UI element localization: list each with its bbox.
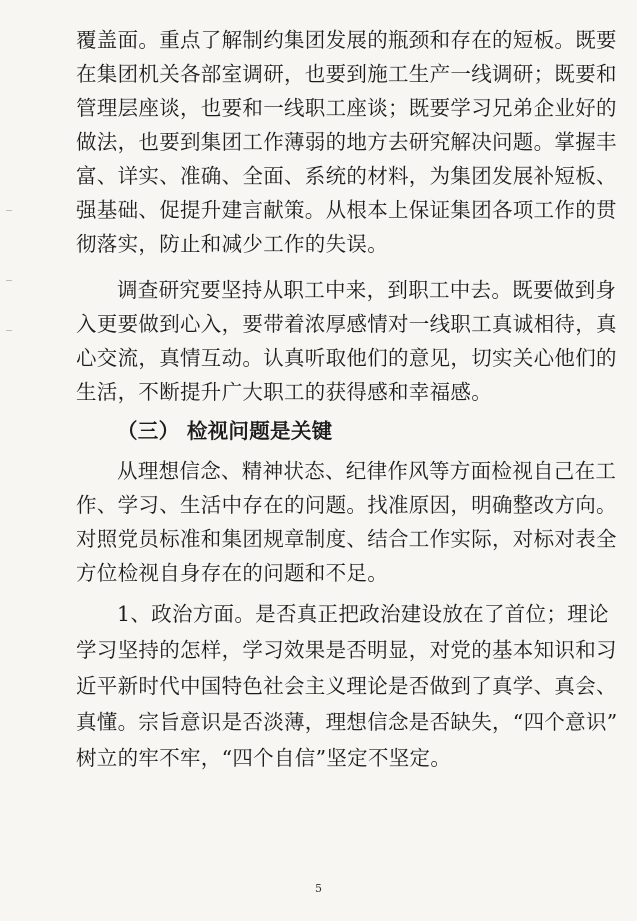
text-line: 覆盖面。重点了解制约集团发展的瓶颈和存在的短板。既要 xyxy=(76,28,617,52)
text-line: 强基础、促提升建言献策。从根本上保证集团各项工作的贯 xyxy=(76,198,617,222)
scan-artifact xyxy=(6,330,12,331)
text-line: 管理层座谈，也要和一线职工座谈；既要学习兄弟企业好的 xyxy=(76,96,617,120)
text-line: 对照党员标准和集团规章制度、结合工作实际，对标对表全 xyxy=(76,527,617,551)
paragraph-first-line: 调查研究要坚持从职工中来，到职工中去。既要做到身 xyxy=(117,278,617,302)
text-line: 近平新时代中国特色社会主义理论是否做到了真学、真会、 xyxy=(76,674,617,698)
text-line: 彻落实，防止和减少工作的失误。 xyxy=(76,232,388,256)
paragraph-first-line: 从理想信念、精神状态、纪律作风等方面检视自己在工 xyxy=(117,459,617,483)
section-heading: （三） 检视问题是关键 xyxy=(117,419,333,443)
scan-artifact xyxy=(6,280,12,281)
text-line: 在集团机关各部室调研，也要到施工生产一线调研；既要和 xyxy=(76,62,617,86)
text-line: 真懂。宗旨意识是否淡薄，理想信念是否缺失，“四个意识” xyxy=(76,710,618,734)
paragraph-first-line: 1、政治方面。是否真正把政治建设放在了首位；理论 xyxy=(117,602,609,626)
text-line: 富、详实、准确、全面、系统的材料，为集团发展补短板、 xyxy=(76,164,617,188)
text-line: 学习坚持的怎样，学习效果是否明显，对党的基本知识和习 xyxy=(76,638,617,662)
text-line: 心交流，真情互动。认真听取他们的意见，切实关心他们的 xyxy=(76,346,617,370)
page-number: 5 xyxy=(315,882,322,895)
text-line: 入更要做到心入，要带着浓厚感情对一线职工真诚相待，真 xyxy=(76,312,617,336)
text-line: 做法，也要到集团工作薄弱的地方去研究解决问题。掌握丰 xyxy=(76,130,617,154)
text-line: 树立的牢不牢，“四个自信”坚定不坚定。 xyxy=(76,746,452,770)
text-line: 方位检视自身存在的问题和不足。 xyxy=(76,561,388,585)
text-line: 作、学习、生活中存在的问题。找准原因，明确整改方向。 xyxy=(76,493,617,517)
scan-artifact xyxy=(6,210,12,211)
text-line: 生活，不断提升广大职工的获得感和幸福感。 xyxy=(76,380,492,404)
